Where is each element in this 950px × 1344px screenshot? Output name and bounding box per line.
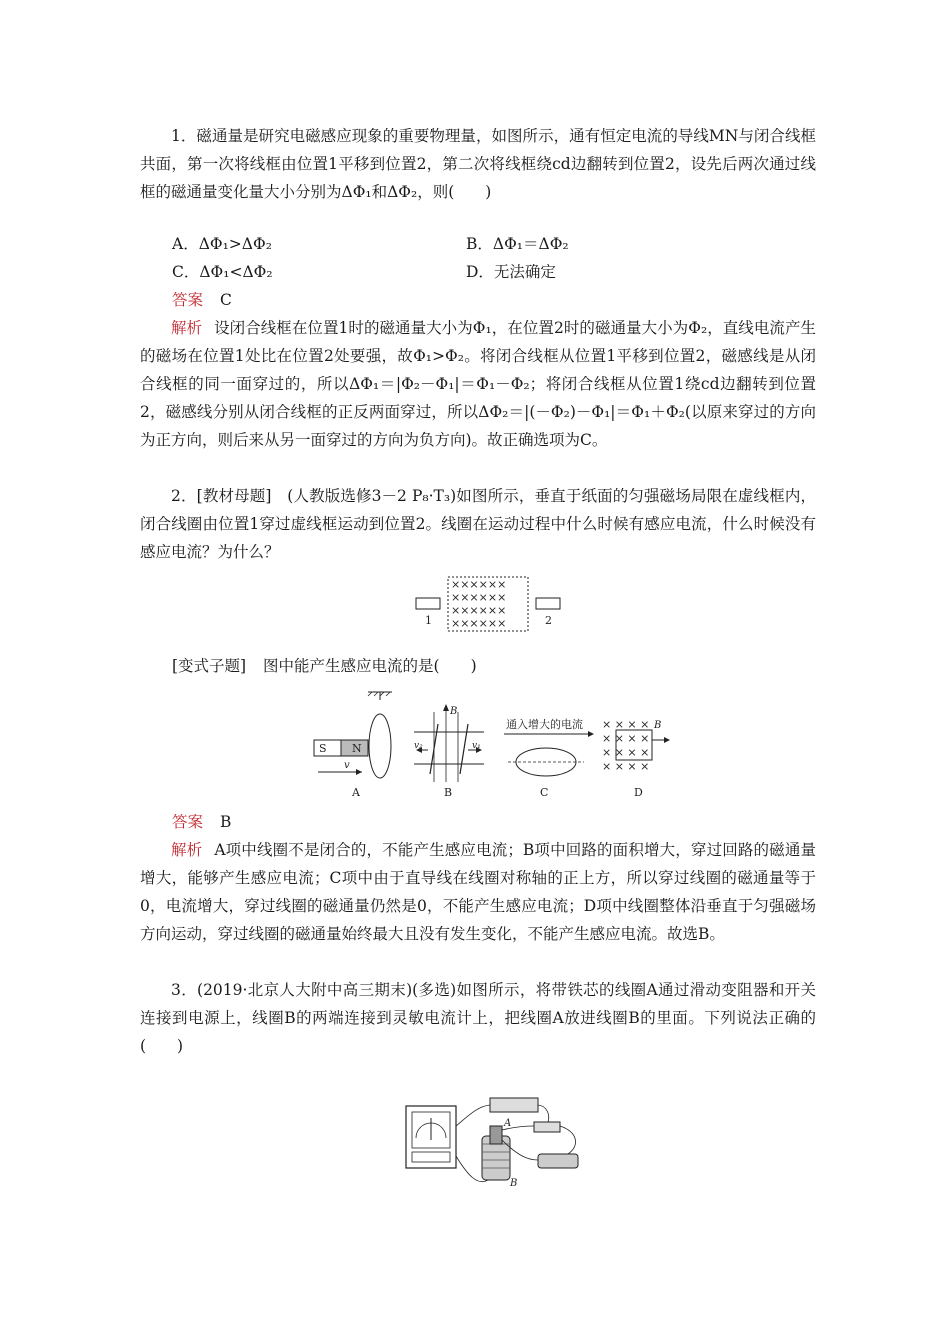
- q2-stem: 2．[教材母题] (人教版选修3－2 P₈·T₃)如图所示，垂直于纸面的匀强磁场局限在虚线框内，闭合线圈由位置1穿过虚线框运动到位置2。线圈在运动过程中什么时候有感应电流，什么时候没有感应电流？为什么？: [140, 487, 816, 561]
- battery: [490, 1098, 538, 1112]
- q1-option-b: B．ΔΦ₁＝ΔΦ₂: [466, 235, 569, 253]
- velocity-a-label: v: [344, 760, 350, 771]
- figure-a: [314, 692, 392, 799]
- svg-text:× × × ×: × × × ×: [602, 746, 650, 759]
- switch: [534, 1122, 560, 1132]
- coil-a: [490, 1126, 502, 1144]
- coil-a-label: A: [504, 1118, 512, 1129]
- velocity-v2-label: v₂: [414, 741, 423, 751]
- field-crosses: [451, 578, 506, 630]
- rheostat: [538, 1154, 578, 1168]
- q2-variant-row: [172, 652, 477, 680]
- q2-answer-row: [172, 808, 231, 836]
- q1-option-c: C．ΔΦ₁<ΔΦ₂: [172, 263, 273, 281]
- label-d: D: [634, 786, 643, 799]
- label-b: B: [444, 786, 453, 799]
- svg-text:××××××: ××××××: [451, 591, 507, 604]
- answer-label: 答案: [172, 291, 204, 309]
- label-c: C: [540, 786, 549, 799]
- q2-field-figure: [410, 574, 570, 634]
- q1-analysis: [140, 314, 816, 454]
- answer-value: B: [219, 813, 232, 831]
- q1-stem: 1．磁通量是研究电磁感应现象的重要物理量，如图所示，通有恒定电流的导线MN与闭合线框共面，第一次将线框由位置1平移到位置2，第二次将线框绕cd边翻转到位置2，设先后两次通过线框的磁通量变化量大小分别为ΔΦ₁和ΔΦ₂，则( ): [140, 127, 816, 201]
- q1-option-d: D．无法确定: [466, 263, 556, 281]
- answer-value: C: [219, 291, 232, 309]
- label-a: A: [352, 786, 360, 799]
- svg-text:× × × ×: × × × ×: [602, 718, 650, 731]
- label-position-1: 1: [425, 614, 432, 627]
- svg-text:××××××: ××××××: [451, 604, 507, 617]
- answer-label: 答案: [172, 813, 204, 831]
- analysis-text: 设闭合线框在位置1时的磁通量大小为Φ₁，在位置2时的磁通量大小为Φ₂，直线电流产生的磁场在位置1处比在位置2处要强，故Φ₁>Φ₂。将闭合线框从位置1平移到位置2，磁感线是从闭合线框的同一面穿过的，所以ΔΦ₁＝|Φ₂－Φ₁|＝Φ₁－Φ₂；将闭合线框从位置1绕cd边翻转到位置2，磁感线分别从闭合线框的正反两面穿过，所以ΔΦ₂＝|(－Φ₂)－Φ₁|＝Φ₁＋Φ₂(以原来穿过的方向为正方向，则后来从另一面穿过的方向为负方向)。故正确选项为C。: [140, 319, 816, 449]
- velocity-v1-label: v₁: [472, 741, 481, 751]
- analysis-text: A项中线圈不是闭合的，不能产生感应电流；B项中回路的面积增大，穿过回路的磁通量增大，能够产生感应电流；C项中由于直导线在线圈对称轴的正上方，所以穿过线圈的磁通量等于0，电流增大，穿过线圈的磁通量仍然是0，不能产生感应电流；D项中线圈整体沿垂直于匀强磁场方向运动，穿过线圈的磁通量始终最大且没有发生变化，不能产生感应电流。故选B。: [140, 841, 816, 943]
- svg-text:× × × ×: × × × ×: [602, 760, 650, 773]
- analysis-label: 解析: [171, 841, 203, 859]
- q1-option-a: A．ΔΦ₁>ΔΦ₂: [172, 235, 272, 253]
- label-position-2: 2: [545, 614, 552, 627]
- coil-b-label: B: [510, 1178, 518, 1189]
- figure-d: [602, 718, 670, 799]
- svg-text:××××××: ××××××: [451, 578, 507, 591]
- figure-c: [504, 717, 594, 799]
- q2-variant-figure: [310, 688, 690, 800]
- current-text: 通入增大的电流: [506, 718, 583, 731]
- svg-text:××××××: ××××××: [451, 617, 507, 630]
- q1-answer-row: [172, 286, 232, 314]
- q2-analysis: [140, 836, 816, 948]
- coil-position-2: [536, 598, 560, 609]
- q3-circuit-figure: [398, 1096, 598, 1192]
- field-b-label: B: [450, 706, 458, 717]
- coil-position-1: [416, 598, 440, 609]
- q3-stem: 3．(2019·北京人大附中高三期末)(多选)如图所示，将带铁芯的线圈A通过滑动变阻器和开关连接到电源上，线圈B的两端连接到灵敏电流计上，把线圈A放进线圈B的里面。下列说法正确的( ): [140, 981, 816, 1055]
- svg-text:× × × ×: × × × ×: [602, 732, 650, 745]
- magnet-n-label: N: [352, 742, 362, 755]
- analysis-label: 解析: [171, 319, 203, 337]
- variant-stem: 图中能产生感应电流的是( ): [263, 657, 477, 675]
- figure-b: [414, 704, 484, 799]
- variant-label: [变式子题]: [172, 657, 247, 675]
- magnet-s-label: S: [319, 742, 327, 755]
- field-d-label: B: [654, 720, 662, 731]
